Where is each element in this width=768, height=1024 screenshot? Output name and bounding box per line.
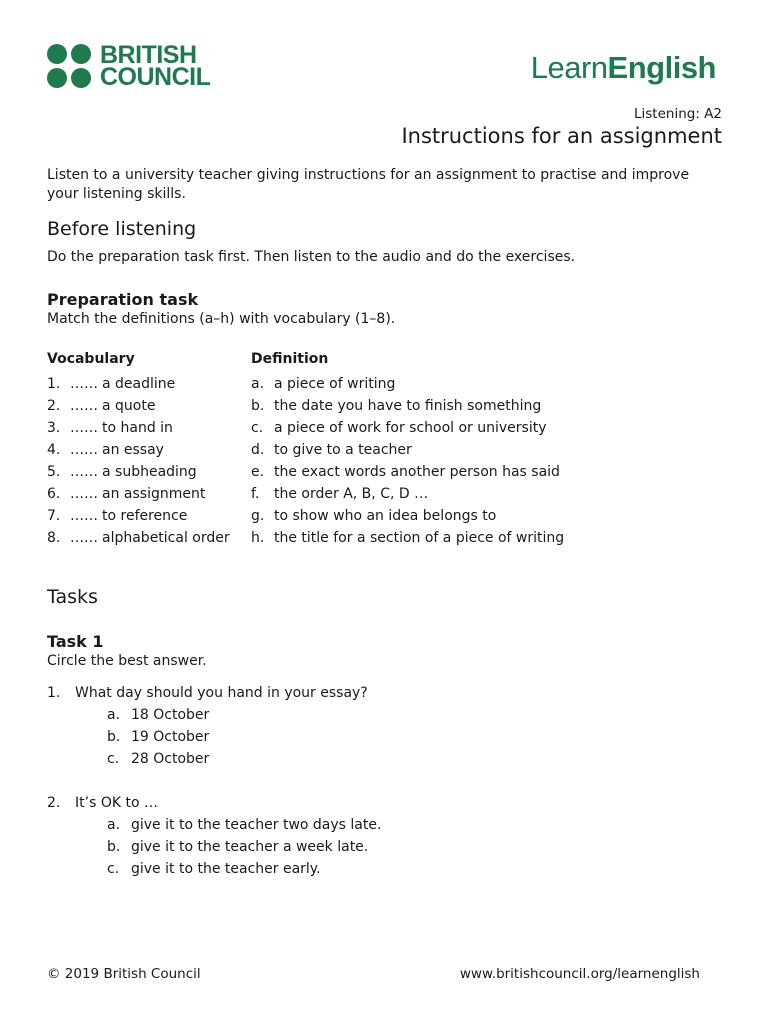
definition-letter: e. (251, 464, 265, 480)
answer-option[interactable] (107, 707, 209, 723)
definition-text: to show who an idea belongs to (274, 508, 497, 524)
vocabulary-header: Vocabulary (47, 351, 135, 367)
vocabulary-item (47, 442, 164, 458)
vocabulary-item (47, 530, 230, 546)
vocabulary-item (47, 464, 197, 480)
option-letter: b. (107, 729, 121, 745)
vocab-word: a deadline (102, 376, 176, 392)
footer-copyright: © 2019 British Council (47, 966, 201, 982)
definition-item (251, 508, 496, 524)
definition-letter: f. (251, 486, 260, 502)
vocab-number: 1. (47, 376, 61, 392)
definition-item (251, 420, 547, 436)
definition-text: the order A, B, C, D … (274, 486, 429, 502)
answer-option[interactable] (107, 729, 209, 745)
option-letter: b. (107, 839, 121, 855)
answer-option[interactable] (107, 839, 368, 855)
intro-text: Listen to a university teacher giving instructions for an assignment to practise and improve your listening skills. (47, 167, 690, 202)
answer-blank[interactable]: …… (70, 420, 98, 436)
question-number: 2. (47, 795, 61, 811)
option-letter: c. (107, 751, 120, 767)
answer-blank[interactable]: …… (70, 376, 98, 392)
definition-text: the title for a section of a piece of writing (274, 530, 565, 546)
definition-text: a piece of writing (274, 376, 396, 392)
vocabulary-item (47, 420, 173, 436)
vocab-word: an assignment (102, 486, 206, 502)
logo-dots-icon (47, 44, 91, 88)
definition-letter: a. (251, 376, 265, 392)
logo-line1: BRITISH (100, 41, 197, 69)
vocab-word: to reference (102, 508, 188, 524)
question-prompt: It’s OK to … (75, 795, 158, 811)
option-text: give it to the teacher two days late. (131, 817, 382, 833)
option-text: 19 October (131, 729, 210, 745)
answer-option[interactable] (107, 861, 321, 877)
question-text (47, 795, 158, 811)
vocab-number: 3. (47, 420, 61, 436)
before-listening-heading: Before listening (47, 218, 197, 240)
vocab-word: to hand in (102, 420, 173, 436)
page-title: Instructions for an assignment (401, 124, 722, 148)
answer-option[interactable] (107, 817, 381, 833)
footer-url[interactable]: www.britishcouncil.org/learnenglish (459, 966, 700, 982)
definition-letter: c. (251, 420, 264, 436)
answer-option[interactable] (107, 751, 209, 767)
vocab-number: 6. (47, 486, 61, 502)
definition-text: the date you have to finish something (274, 398, 542, 414)
answer-blank[interactable]: …… (70, 508, 98, 524)
option-text: give it to the teacher early. (131, 861, 321, 877)
definition-item (251, 464, 560, 480)
vocab-number: 2. (47, 398, 61, 414)
level-label: Listening: A2 (633, 106, 722, 122)
vocab-word: alphabetical order (102, 530, 230, 546)
tasks-heading: Tasks (47, 586, 98, 608)
question-prompt: What day should you hand in your essay? (75, 685, 368, 701)
option-letter: a. (107, 707, 121, 723)
vocab-number: 5. (47, 464, 61, 480)
definition-letter: h. (251, 530, 265, 546)
vocabulary-item (47, 486, 205, 502)
brand-english: English (607, 50, 716, 85)
learnenglish-brand (531, 50, 716, 86)
option-text: give it to the teacher a week late. (131, 839, 369, 855)
logo-line2: COUNCIL (100, 63, 211, 91)
vocab-word: an essay (102, 442, 164, 458)
definition-text: the exact words another person has said (274, 464, 560, 480)
answer-blank[interactable]: …… (70, 464, 98, 480)
task1-instruction: Circle the best answer. (47, 653, 207, 669)
option-text: 18 October (131, 707, 210, 723)
question-text (47, 685, 368, 701)
task1-heading: Task 1 (47, 632, 104, 651)
answer-blank[interactable]: …… (70, 442, 98, 458)
vocabulary-item (47, 508, 187, 524)
brand-learn: Learn (530, 50, 608, 85)
vocabulary-item (47, 376, 175, 392)
vocabulary-item (47, 398, 155, 414)
option-letter: a. (107, 817, 121, 833)
vocab-word: a subheading (102, 464, 197, 480)
preparation-heading: Preparation task (47, 290, 199, 309)
definition-letter: g. (251, 508, 265, 524)
vocab-number: 7. (47, 508, 61, 524)
vocab-word: a quote (102, 398, 156, 414)
definition-header: Definition (251, 351, 329, 367)
definition-letter: d. (251, 442, 265, 458)
answer-blank[interactable]: …… (70, 530, 98, 546)
definition-item (251, 442, 412, 458)
definition-item (251, 376, 395, 392)
preparation-instruction: Match the definitions (a–h) with vocabulary (1–8). (47, 311, 396, 327)
vocab-number: 4. (47, 442, 61, 458)
option-text: 28 October (131, 751, 210, 767)
definition-item (251, 486, 428, 502)
definition-item (251, 398, 541, 414)
question-number: 1. (47, 685, 61, 701)
answer-blank[interactable]: …… (70, 486, 98, 502)
definition-text: to give to a teacher (274, 442, 412, 458)
definition-letter: b. (251, 398, 265, 414)
option-letter: c. (107, 861, 120, 877)
before-listening-text: Do the preparation task first. Then listen to the audio and do the exercises. (47, 249, 576, 265)
definition-text: a piece of work for school or university (274, 420, 547, 436)
answer-blank[interactable]: …… (70, 398, 98, 414)
british-council-logo (47, 41, 211, 91)
vocab-number: 8. (47, 530, 61, 546)
definition-item (251, 530, 564, 546)
